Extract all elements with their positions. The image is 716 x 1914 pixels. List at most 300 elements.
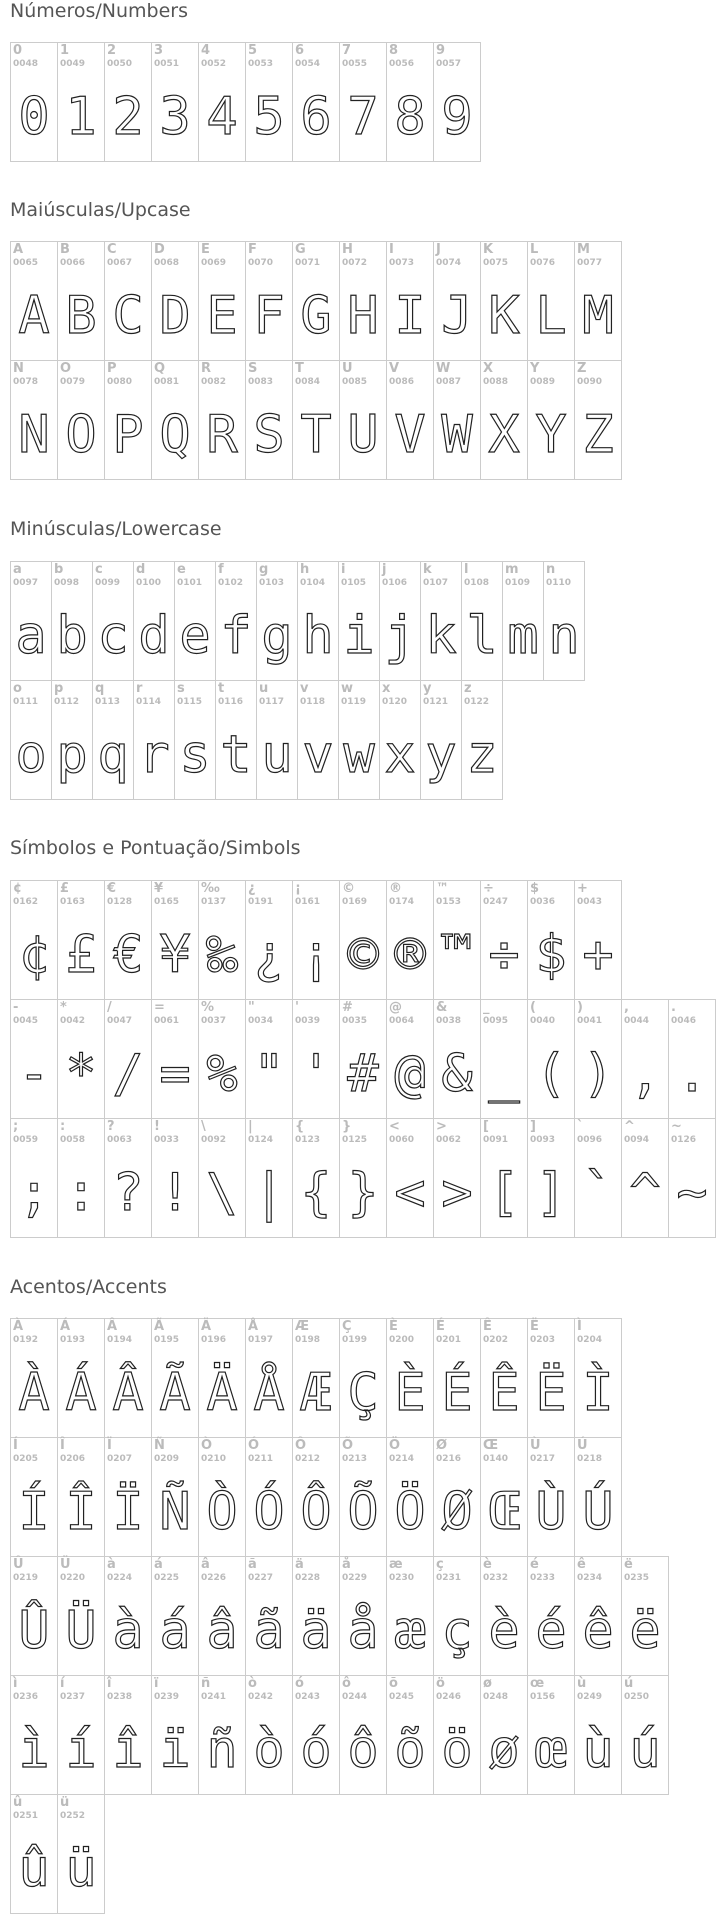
glyph-code: 0061	[154, 1016, 180, 1026]
glyph-label: <	[389, 1119, 400, 1134]
glyph-code: 0140	[483, 1454, 509, 1464]
glyph-sample: E	[206, 286, 238, 346]
glyph-sample: %	[206, 1044, 238, 1104]
glyph-code: 0137	[201, 897, 227, 907]
glyph-sample: 1	[65, 87, 97, 147]
section-title: Números/Numbers	[10, 0, 188, 22]
glyph-sample: t	[220, 725, 252, 785]
glyph-label: ô	[342, 1676, 351, 1691]
glyph-cell	[297, 561, 339, 681]
glyph-code: 0059	[13, 1135, 39, 1145]
glyph-cell	[104, 1437, 152, 1557]
glyph-row	[10, 561, 584, 681]
glyph-sample: g	[261, 606, 293, 666]
glyph-sample: Õ	[347, 1482, 379, 1542]
glyph-sample: |	[253, 1163, 285, 1223]
glyph-label: ç	[436, 1557, 444, 1572]
glyph-code: 0209	[154, 1454, 180, 1464]
glyph-cell	[379, 561, 421, 681]
glyph-sample: e	[179, 606, 211, 666]
glyph-label: H	[342, 242, 353, 257]
glyph-sample: n	[548, 606, 580, 666]
glyph-cell	[104, 42, 152, 162]
glyph-cell	[339, 999, 387, 1119]
glyph-sample: ú	[629, 1720, 661, 1780]
glyph-sample: Z	[582, 405, 614, 465]
glyph-code: 0201	[436, 1335, 462, 1345]
glyph-cell	[245, 880, 293, 1000]
glyph-label: Z	[577, 361, 587, 376]
glyph-cell	[57, 1318, 105, 1438]
glyph-cell	[461, 561, 503, 681]
glyph-sample: .	[676, 1044, 708, 1104]
glyph-label: ö	[436, 1676, 445, 1691]
glyph-sample: C	[112, 286, 144, 346]
glyph-code: 0038	[436, 1016, 462, 1026]
glyph-sample: ò	[253, 1720, 285, 1780]
glyph-cell	[480, 1118, 528, 1238]
glyph-code: 0107	[423, 578, 449, 588]
glyph-sample: ï	[159, 1720, 191, 1780]
glyph-sample: ö	[441, 1720, 473, 1780]
glyph-label: c	[95, 562, 103, 577]
glyph-sample: z	[466, 725, 498, 785]
glyph-code: 0203	[530, 1335, 556, 1345]
glyph-code: 0128	[107, 897, 133, 907]
glyph-sample: Y	[535, 405, 567, 465]
section-title: Minúsculas/Lowercase	[10, 518, 222, 540]
glyph-cell	[480, 241, 528, 361]
glyph-label: ò	[248, 1676, 257, 1691]
glyph-code: 0248	[483, 1692, 509, 1702]
glyph-code: 0227	[248, 1573, 274, 1583]
glyph-sample: Ë	[535, 1363, 567, 1423]
glyph-sample: ç	[441, 1601, 473, 1661]
glyph-sample: b	[56, 606, 88, 666]
glyph-sample: H	[347, 286, 379, 346]
glyph-label: %	[201, 1000, 215, 1015]
glyph-label: S	[248, 361, 258, 376]
glyph-cell	[245, 360, 293, 480]
glyph-code: 0226	[201, 1573, 227, 1583]
glyph-sample: '	[300, 1044, 332, 1104]
glyph-label: Œ	[483, 1438, 499, 1453]
glyph-code: 0220	[60, 1573, 86, 1583]
glyph-cell	[386, 1556, 434, 1676]
glyph-label: z	[464, 681, 472, 696]
glyph-code: 0056	[389, 59, 415, 69]
glyph-sample: i	[343, 606, 375, 666]
glyph-code: 0060	[389, 1135, 415, 1145]
glyph-label: 8	[389, 43, 399, 58]
glyph-code: 0231	[436, 1573, 462, 1583]
glyph-label: }	[342, 1119, 352, 1134]
glyph-cell	[386, 999, 434, 1119]
glyph-sample: œ	[535, 1720, 567, 1780]
glyph-cell	[527, 880, 575, 1000]
glyph-sample: y	[425, 725, 457, 785]
glyph-sample: Ù	[535, 1482, 567, 1542]
glyph-cell	[151, 1318, 199, 1438]
glyph-sample: Ê	[488, 1363, 520, 1423]
glyph-code: 0216	[436, 1454, 462, 1464]
glyph-label: a	[13, 562, 22, 577]
glyph-cell	[386, 360, 434, 480]
glyph-label: !	[154, 1119, 160, 1134]
glyph-sample: Ø	[441, 1482, 473, 1542]
glyph-cell	[292, 1437, 340, 1557]
glyph-code: 0199	[342, 1335, 368, 1345]
glyph-sample: ^	[629, 1163, 661, 1223]
glyph-cell	[57, 241, 105, 361]
glyph-sample: w	[343, 725, 375, 785]
glyph-label: I	[389, 242, 394, 257]
glyph-code: 0211	[248, 1454, 274, 1464]
glyph-sample: ü	[65, 1839, 97, 1899]
glyph-label: Ò	[201, 1438, 213, 1453]
glyph-sample: /	[112, 1044, 144, 1104]
glyph-label: â	[201, 1557, 210, 1572]
glyph-sample: ê	[582, 1601, 614, 1661]
glyph-label: ¥	[154, 881, 164, 896]
glyph-cell	[10, 241, 58, 361]
glyph-cell	[245, 1675, 293, 1795]
glyph-code: 0242	[248, 1692, 274, 1702]
glyph-code: 0080	[107, 377, 133, 387]
glyph-label: Í	[13, 1438, 18, 1453]
glyph-code: 0042	[60, 1016, 86, 1026]
glyph-cell	[574, 880, 622, 1000]
glyph-cell	[151, 880, 199, 1000]
glyph-label: ø	[483, 1676, 492, 1691]
glyph-row	[10, 360, 621, 480]
glyph-label: /	[107, 1000, 112, 1015]
glyph-sample: Ö	[394, 1482, 426, 1542]
glyph-sample: !	[159, 1163, 191, 1223]
glyph-sample: £	[65, 925, 97, 985]
glyph-label: d	[136, 562, 146, 577]
glyph-sample: ¢	[18, 925, 50, 985]
glyph-code: 0118	[300, 697, 326, 707]
glyph-label: ¡	[295, 881, 301, 896]
glyph-label: W	[436, 361, 451, 376]
glyph-cell	[10, 999, 58, 1119]
glyph-label: Å	[248, 1319, 259, 1334]
glyph-cell	[245, 1318, 293, 1438]
glyph-label: C	[107, 242, 117, 257]
section-title: Símbolos e Pontuação/Simbols	[10, 837, 301, 859]
glyph-label: )	[577, 1000, 583, 1015]
glyph-cell	[502, 561, 544, 681]
glyph-label: Q	[154, 361, 166, 376]
glyph-code: 0251	[13, 1811, 39, 1821]
glyph-code: 0123	[295, 1135, 321, 1145]
glyph-sample: €	[112, 925, 144, 985]
glyph-sample: &	[441, 1044, 473, 1104]
glyph-sample: ô	[347, 1720, 379, 1780]
glyph-label: o	[13, 681, 22, 696]
glyph-label: R	[201, 361, 212, 376]
glyph-cell	[133, 680, 175, 800]
glyph-label: Ó	[248, 1438, 260, 1453]
glyph-cell	[338, 680, 380, 800]
glyph-sample: ù	[582, 1720, 614, 1780]
glyph-cell	[433, 360, 481, 480]
glyph-sample: á	[159, 1601, 191, 1661]
glyph-label: 4	[201, 43, 211, 58]
glyph-code: 0115	[177, 697, 203, 707]
glyph-label: t	[218, 681, 225, 696]
glyph-cell	[292, 1118, 340, 1238]
glyph-code: 0094	[624, 1135, 650, 1145]
glyph-label: @	[389, 1000, 402, 1015]
glyph-sample: Ô	[300, 1482, 332, 1542]
glyph-sample: G	[300, 286, 332, 346]
glyph-code: 0035	[342, 1016, 368, 1026]
glyph-code: 0058	[60, 1135, 86, 1145]
glyph-sample: M	[582, 286, 614, 346]
glyph-cell	[433, 1118, 481, 1238]
glyph-cell	[480, 880, 528, 1000]
glyph-sample: `	[582, 1163, 614, 1223]
glyph-cell	[51, 561, 93, 681]
glyph-code: 0153	[436, 897, 462, 907]
glyph-code: 0198	[295, 1335, 321, 1345]
glyph-sample: )	[582, 1044, 614, 1104]
glyph-cell	[420, 561, 462, 681]
glyph-cell	[574, 1118, 622, 1238]
glyph-label: p	[54, 681, 64, 696]
glyph-label: \	[201, 1119, 206, 1134]
glyph-code: 0121	[423, 697, 449, 707]
glyph-code: 0055	[342, 59, 368, 69]
glyph-cell	[339, 42, 387, 162]
glyph-code: 0252	[60, 1811, 86, 1821]
glyph-label: e	[177, 562, 186, 577]
glyph-code: 0163	[60, 897, 86, 907]
glyph-label: î	[107, 1676, 112, 1691]
glyph-code: 0057	[436, 59, 462, 69]
glyph-label: ¿	[248, 881, 256, 896]
glyph-code: 0196	[201, 1335, 227, 1345]
glyph-label: L	[530, 242, 539, 257]
glyph-label: '	[295, 1000, 299, 1015]
glyph-code: 0126	[671, 1135, 697, 1145]
glyph-sample: F	[253, 286, 285, 346]
glyph-sample: 5	[253, 87, 285, 147]
glyph-cell	[215, 561, 257, 681]
glyph-row	[10, 42, 480, 162]
glyph-label: à	[107, 1557, 116, 1572]
glyph-code: 0125	[342, 1135, 368, 1145]
glyph-sample: È	[394, 1363, 426, 1423]
glyph-cell	[527, 1118, 575, 1238]
glyph-cell	[198, 42, 246, 162]
glyph-sample: Ú	[582, 1482, 614, 1542]
glyph-code: 0037	[201, 1016, 227, 1026]
glyph-code: 0102	[218, 578, 244, 588]
glyph-cell	[339, 880, 387, 1000]
glyph-cell	[386, 1675, 434, 1795]
glyph-cell	[215, 680, 257, 800]
glyph-sample: -	[18, 1044, 50, 1104]
glyph-code: 0062	[436, 1135, 462, 1145]
glyph-code: 0034	[248, 1016, 274, 1026]
glyph-sample: ?	[112, 1163, 144, 1223]
glyph-sample: T	[300, 405, 332, 465]
glyph-label: N	[13, 361, 24, 376]
glyph-label: ó	[295, 1676, 304, 1691]
glyph-label: ®	[389, 881, 402, 896]
glyph-cell	[10, 1318, 58, 1438]
glyph-sample: Î	[65, 1482, 97, 1542]
glyph-code: 0116	[218, 697, 244, 707]
glyph-sample: 2	[112, 87, 144, 147]
glyph-row	[10, 241, 621, 361]
glyph-cell	[10, 1118, 58, 1238]
glyph-code: 0217	[530, 1454, 556, 1464]
glyph-code: 0114	[136, 697, 162, 707]
glyph-cell	[339, 1675, 387, 1795]
glyph-label: J	[436, 242, 441, 257]
glyph-label: b	[54, 562, 64, 577]
glyph-sample: î	[112, 1720, 144, 1780]
glyph-sample: 0	[18, 87, 50, 147]
glyph-sample: Ü	[65, 1601, 97, 1661]
glyph-code: 0205	[13, 1454, 39, 1464]
glyph-cell	[10, 1675, 58, 1795]
glyph-sample: p	[56, 725, 88, 785]
glyph-label: á	[154, 1557, 163, 1572]
glyph-label: ú	[624, 1676, 634, 1691]
glyph-label: 0	[13, 43, 23, 58]
glyph-code: 0083	[248, 377, 274, 387]
glyph-code: 0212	[295, 1454, 321, 1464]
glyph-code: 0237	[60, 1692, 86, 1702]
glyph-cell	[245, 1556, 293, 1676]
glyph-label: >	[436, 1119, 447, 1134]
glyph-label: ‰	[201, 881, 220, 896]
glyph-row	[10, 1794, 104, 1914]
glyph-cell	[57, 1675, 105, 1795]
glyph-sample: û	[18, 1839, 50, 1899]
glyph-code: 0082	[201, 377, 227, 387]
glyph-cell	[133, 561, 175, 681]
glyph-label: X	[483, 361, 494, 376]
glyph-label: :	[60, 1119, 66, 1134]
glyph-code: 0193	[60, 1335, 86, 1345]
glyph-sample: Å	[253, 1363, 285, 1423]
glyph-code: 0047	[107, 1016, 133, 1026]
glyph-cell	[292, 1675, 340, 1795]
glyph-cell	[297, 680, 339, 800]
glyph-sample: ‰	[206, 925, 238, 985]
glyph-code: 0066	[60, 258, 86, 268]
glyph-cell	[480, 1318, 528, 1438]
glyph-label: Ï	[107, 1438, 112, 1453]
glyph-sample: v	[302, 725, 334, 785]
glyph-sample: Í	[18, 1482, 50, 1542]
glyph-code: 0224	[107, 1573, 133, 1583]
glyph-sample: c	[97, 606, 129, 666]
glyph-sample: í	[65, 1720, 97, 1780]
glyph-code: 0247	[483, 897, 509, 907]
glyph-code: 0086	[389, 377, 415, 387]
glyph-code: 0230	[389, 1573, 415, 1583]
glyph-cell	[198, 241, 246, 361]
glyph-code: 0108	[464, 578, 490, 588]
glyph-code: 0065	[13, 258, 39, 268]
glyph-cell	[433, 1675, 481, 1795]
glyph-sample: {	[300, 1163, 332, 1223]
glyph-sample: A	[18, 286, 50, 346]
glyph-label: €	[107, 881, 117, 896]
glyph-sample: h	[302, 606, 334, 666]
glyph-code: 0097	[13, 578, 39, 588]
glyph-sample: B	[65, 286, 97, 346]
glyph-label: Ì	[577, 1319, 582, 1334]
glyph-label: *	[60, 1000, 67, 1015]
glyph-cell	[151, 1118, 199, 1238]
glyph-label: ^	[624, 1119, 635, 1134]
glyph-code: 0052	[201, 59, 227, 69]
glyph-label: j	[382, 562, 387, 577]
glyph-code: 0075	[483, 258, 509, 268]
glyph-cell	[339, 241, 387, 361]
glyph-label: Æ	[295, 1319, 310, 1334]
glyph-label: A	[13, 242, 24, 257]
glyph-code: 0078	[13, 377, 39, 387]
glyph-sample: _	[488, 1044, 520, 1104]
glyph-label: õ	[389, 1676, 398, 1691]
glyph-sample: ~	[676, 1163, 708, 1223]
glyph-sample: Ì	[582, 1363, 614, 1423]
glyph-sample: }	[347, 1163, 379, 1223]
glyph-label: Õ	[342, 1438, 354, 1453]
glyph-cell	[420, 680, 462, 800]
glyph-row	[10, 880, 621, 1000]
glyph-cell	[57, 1794, 105, 1914]
glyph-label: ?	[107, 1119, 115, 1134]
glyph-code: 0099	[95, 578, 121, 588]
glyph-sample: Ä	[206, 1363, 238, 1423]
glyph-code: 0054	[295, 59, 321, 69]
glyph-cell	[386, 1118, 434, 1238]
glyph-row	[10, 680, 502, 800]
glyph-code: 0050	[107, 59, 133, 69]
glyph-code: 0156	[530, 1692, 556, 1702]
glyph-cell	[198, 999, 246, 1119]
glyph-label: g	[259, 562, 269, 577]
glyph-sample: è	[488, 1601, 520, 1661]
glyph-cell	[151, 241, 199, 361]
glyph-sample: x	[384, 725, 416, 785]
glyph-label: 1	[60, 43, 70, 58]
glyph-label: .	[671, 1000, 676, 1015]
glyph-cell	[433, 1556, 481, 1676]
glyph-sample: É	[441, 1363, 473, 1423]
glyph-label: f	[218, 562, 224, 577]
glyph-cell	[10, 360, 58, 480]
glyph-sample: >	[441, 1163, 473, 1223]
glyph-code: 0250	[624, 1692, 650, 1702]
glyph-code: 0162	[13, 897, 39, 907]
glyph-cell	[198, 1675, 246, 1795]
glyph-cell	[104, 1118, 152, 1238]
glyph-sample: Á	[65, 1363, 97, 1423]
glyph-code: 0235	[624, 1573, 650, 1583]
glyph-cell	[151, 360, 199, 480]
